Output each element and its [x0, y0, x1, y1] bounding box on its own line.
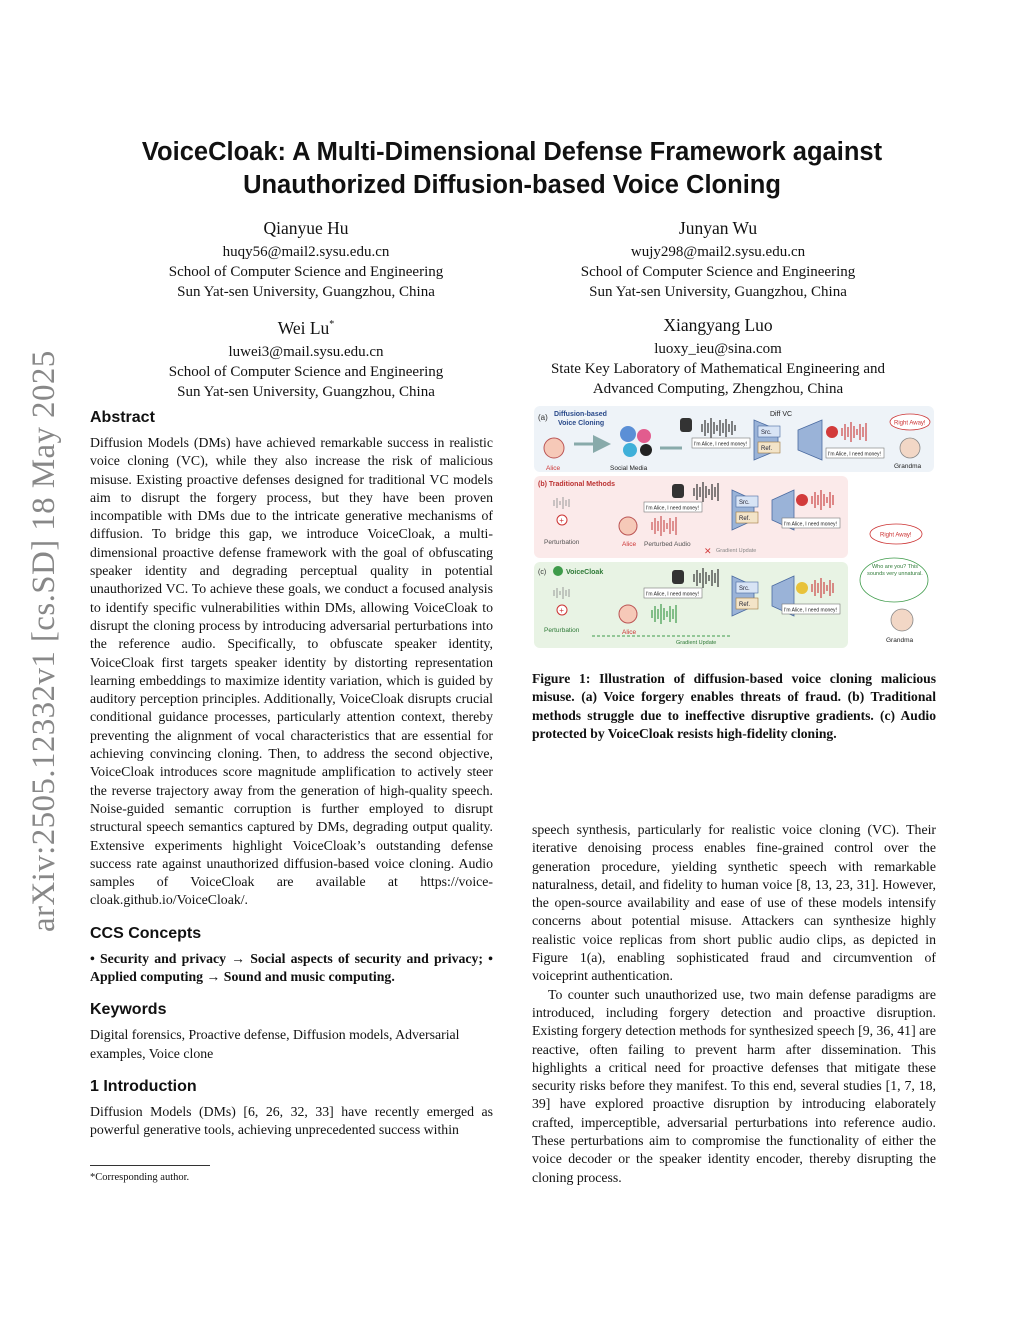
ccs-heading: CCS Concepts — [90, 924, 202, 942]
who-are-you-bubble — [864, 564, 926, 598]
figure-caption: Figure 1: Illustration of diffusion-based voice cloning malicious misuse. (a) Voice forgery enables threats of fraud. (b) Traditional methods struggle due to ineffective disruptive gradients. (c) Audio protected by VoiceCloak resists high-fidelity cloning. — [532, 671, 936, 741]
perturbed-audio-label: Perturbed Audio — [644, 541, 691, 548]
intro-paragraph-continued: speech synthesis, particularly for realistic voice cloning (VC). Their iterative denoising process enables fine-grained control over the generation procedure, yielding synthetic speech with remarkable naturalness, detail, and fidelity to human voice [8, 13, 23, 31]. However, the open-source availability and ease of use of these models intensify concerns about potential misuse. Attackers can synthesize highly realistic voice replicas from short public audio clips, as depicted in Figure 1(a), enabling sophisticated fraud and circumvention of voiceprint authentication. — [532, 822, 936, 984]
diff-vc-label: Diff VC — [770, 411, 793, 418]
right-away-text: Right Away! — [894, 420, 926, 427]
social-app-icon — [620, 426, 636, 442]
intro-paragraph-start: Diffusion Models (DMs) [6, 26, 32, 33] have recently emerged as powerful generative tools, achieving unprecedented success within — [90, 1103, 493, 1138]
speech-text: I'm Alice, I need money! — [694, 441, 747, 448]
author-affiliation: Advanced Computing, Zhengzhou, China — [592, 381, 844, 397]
keywords-heading: Keywords — [90, 1001, 167, 1019]
abstract-heading: Abstract — [90, 409, 155, 426]
plus-sign: + — [559, 516, 564, 525]
confused-face-icon — [796, 582, 808, 594]
author-affiliation: Sun Yat-sen University, Guangzhou, China — [589, 284, 847, 300]
panel-c-label: (c) — [538, 569, 547, 576]
ref-label: Ref. — [739, 602, 751, 608]
grandma-label: Grandma — [886, 637, 914, 644]
author-affiliation: School of Computer Science and Engineering — [580, 264, 856, 280]
alice-avatar-icon — [544, 438, 564, 458]
right-away-text: Right Away! — [880, 532, 912, 539]
footnote: *Corresponding author. — [90, 1172, 190, 1183]
intro-paragraph-2: To counter such unauthorized use, two main defense paradigms are introduced, including forgery detection and proactive disruption. Existing forgery detection methods for synthesized speech [9, 36, 41] are reactive, often failing to prevent harm after dissemination. This highlights a critical need for proactive defenses that mitigate these security risks before they manifest. To this end, several studies [1, 7, 18, 39] have explored proactive disruption by introducing elaborately crafted, imperceptible, adversarial perturbations into reference audio. These perturbations aim to compromise the functionality of either the voice decoder or the speaker identity encoder, thereby disrupting the cloning process. — [532, 986, 936, 1185]
author-affiliation: School of Computer Science and Engineering — [168, 363, 444, 380]
author-email: luoxy_ieu@sina.com — [654, 341, 782, 357]
introduction-heading: 1 Introduction — [90, 1077, 197, 1095]
author-block-1 — [106, 216, 506, 302]
panel-b-label: (b) Traditional Methods — [538, 481, 615, 488]
panel-a-label: (a) — [538, 413, 548, 422]
author-affiliation: School of Computer Science and Engineering — [168, 264, 444, 280]
gradient-update-label: Gradient Update — [716, 548, 757, 554]
alice-label: Alice — [622, 629, 637, 636]
author-email: luwei3@mail.sysu.edu.cn — [228, 343, 384, 360]
author-name: Wei Lu* — [277, 317, 335, 338]
paper-title — [60, 136, 964, 202]
speech-text: I'm Alice, I need money! — [784, 521, 837, 528]
figure-1 — [532, 404, 936, 652]
author-block-4 — [518, 313, 918, 399]
panel-b-background — [534, 476, 848, 558]
author-block-2 — [518, 216, 918, 302]
alice-label: Alice — [622, 541, 637, 548]
alice-avatar-icon — [619, 605, 637, 623]
plus-sign: + — [559, 606, 564, 615]
ref-label: Ref. — [761, 446, 773, 452]
author-name: Xiangyang Luo — [663, 315, 773, 335]
keywords-text: Digital forensics, Proactive defense, Diffusion models, Adversarial examples, Voice clone — [90, 1027, 460, 1061]
hacker-icon — [672, 570, 684, 584]
arxiv-identifier: arXiv:2505.12332v1 [cs.SD] 18 May 2025 — [26, 350, 62, 932]
abstract-text: Diffusion Models (DMs) have achieved remarkable success in realistic voice cloning (VC), while they also increase the risk of malicious misuse. Existing proactive defenses designed for traditional VC models aim to disrupt the forgery process, but they have been proven incompatible with DMs due to the intricate generative mechanisms of diffusion. To bridge this gap, we introduce VoiceCloak, a multi-dimensional proactive defense framework with the goal of obfuscating speaker identity and degrading perceptual quality in potential unauthorized VC. To achieve these goals, we conduct a focused analysis to identify specific vulnerabilities within DMs, allowing VoiceCloak to disrupt the cloning process by introducing adversarial perturbations into the reference audio. Specifically, to obfuscate speaker identity, VoiceCloak first targets speaker identity by distorting representation learning embeddings to maximize identity variation, which is guided by auditory perception principles. Additionally, VoiceCloak disrupts crucial conditional guidance processes, particularly attention context, thereby preventing the alignment of vocal characteristics that are essential for achieving convincing cloning. Then, to address the second objective, VoiceCloak introduces score magnitude amplification to actively steer the reverse trajectory away from the generation of high-quality speech. Noise-guided semantic corruption is further employed to disrupt structural speech semantics captured by DMs, degrading output quality. Extensive experiments highlight VoiceCloak’s outstanding defense success rate against unauthorized diffusion-based voice cloning. Audio samples of VoiceCloak are available at https://voice-cloak.github.io/VoiceCloak/. — [90, 435, 493, 908]
social-media-label: Social Media — [610, 465, 648, 472]
grandma-label: Grandma — [894, 463, 922, 470]
author-affiliation: Sun Yat-sen University, Guangzhou, China — [177, 284, 435, 300]
who-are-you-text: Who are you? This sounds very unnatural. — [867, 564, 923, 577]
footnote-rule — [90, 1165, 210, 1166]
social-app-icon — [623, 443, 637, 457]
hacker-icon — [672, 484, 684, 498]
grandma-avatar-icon — [900, 438, 920, 458]
panel-a-title: Voice Cloning — [558, 420, 605, 427]
panel-c-title: VoiceCloak — [566, 569, 604, 576]
ref-label: Ref. — [739, 516, 751, 522]
speech-text: I'm Alice, I need money! — [784, 607, 837, 614]
author-name: Junyan Wu — [678, 218, 758, 238]
social-app-icon — [640, 444, 652, 456]
src-label: Src. — [739, 500, 750, 506]
author-email: huqy56@mail2.sysu.edu.cn — [222, 244, 390, 260]
gradient-update-label: Gradient Update — [676, 640, 717, 646]
perturbation-label: Perturbation — [544, 627, 580, 634]
left-column — [90, 408, 493, 1140]
author-affiliation: Sun Yat-sen University, Guangzhou, China — [177, 383, 435, 400]
speech-text: I'm Alice, I need money! — [828, 451, 881, 458]
voicecloak-logo-icon — [553, 566, 563, 576]
author-affiliation: State Key Laboratory of Mathematical Engineering and — [550, 361, 886, 377]
title-line-1: VoiceCloak: A Multi-Dimensional Defense Framework against — [141, 138, 883, 166]
alice-avatar-icon — [619, 517, 637, 535]
social-app-icon — [637, 429, 651, 443]
src-label: Src. — [739, 586, 750, 592]
devil-icon — [796, 494, 808, 506]
speech-text: I'm Alice, I need money! — [646, 591, 699, 598]
grandma-avatar-icon — [891, 609, 913, 631]
speech-text: I'm Alice, I need money! — [646, 505, 699, 512]
devil-icon — [826, 426, 838, 438]
perturbation-label: Perturbation — [544, 539, 580, 546]
fail-cross-icon: ✕ — [704, 546, 712, 556]
ccs-text: • Security and privacy → Social aspects of security and privacy; • Applied computing → Sound and music computing. — [90, 950, 493, 985]
panel-a-title: Diffusion-based — [554, 411, 607, 418]
title-line-2: Unauthorized Diffusion-based Voice Cloning — [243, 171, 781, 199]
author-email: wujy298@mail2.sysu.edu.cn — [630, 244, 806, 260]
right-column — [532, 821, 936, 1187]
author-block-3 — [106, 313, 506, 402]
src-label: Src. — [761, 430, 772, 436]
author-name: Qianyue Hu — [263, 218, 349, 238]
alice-label: Alice — [546, 465, 561, 472]
hacker-icon — [680, 418, 692, 432]
